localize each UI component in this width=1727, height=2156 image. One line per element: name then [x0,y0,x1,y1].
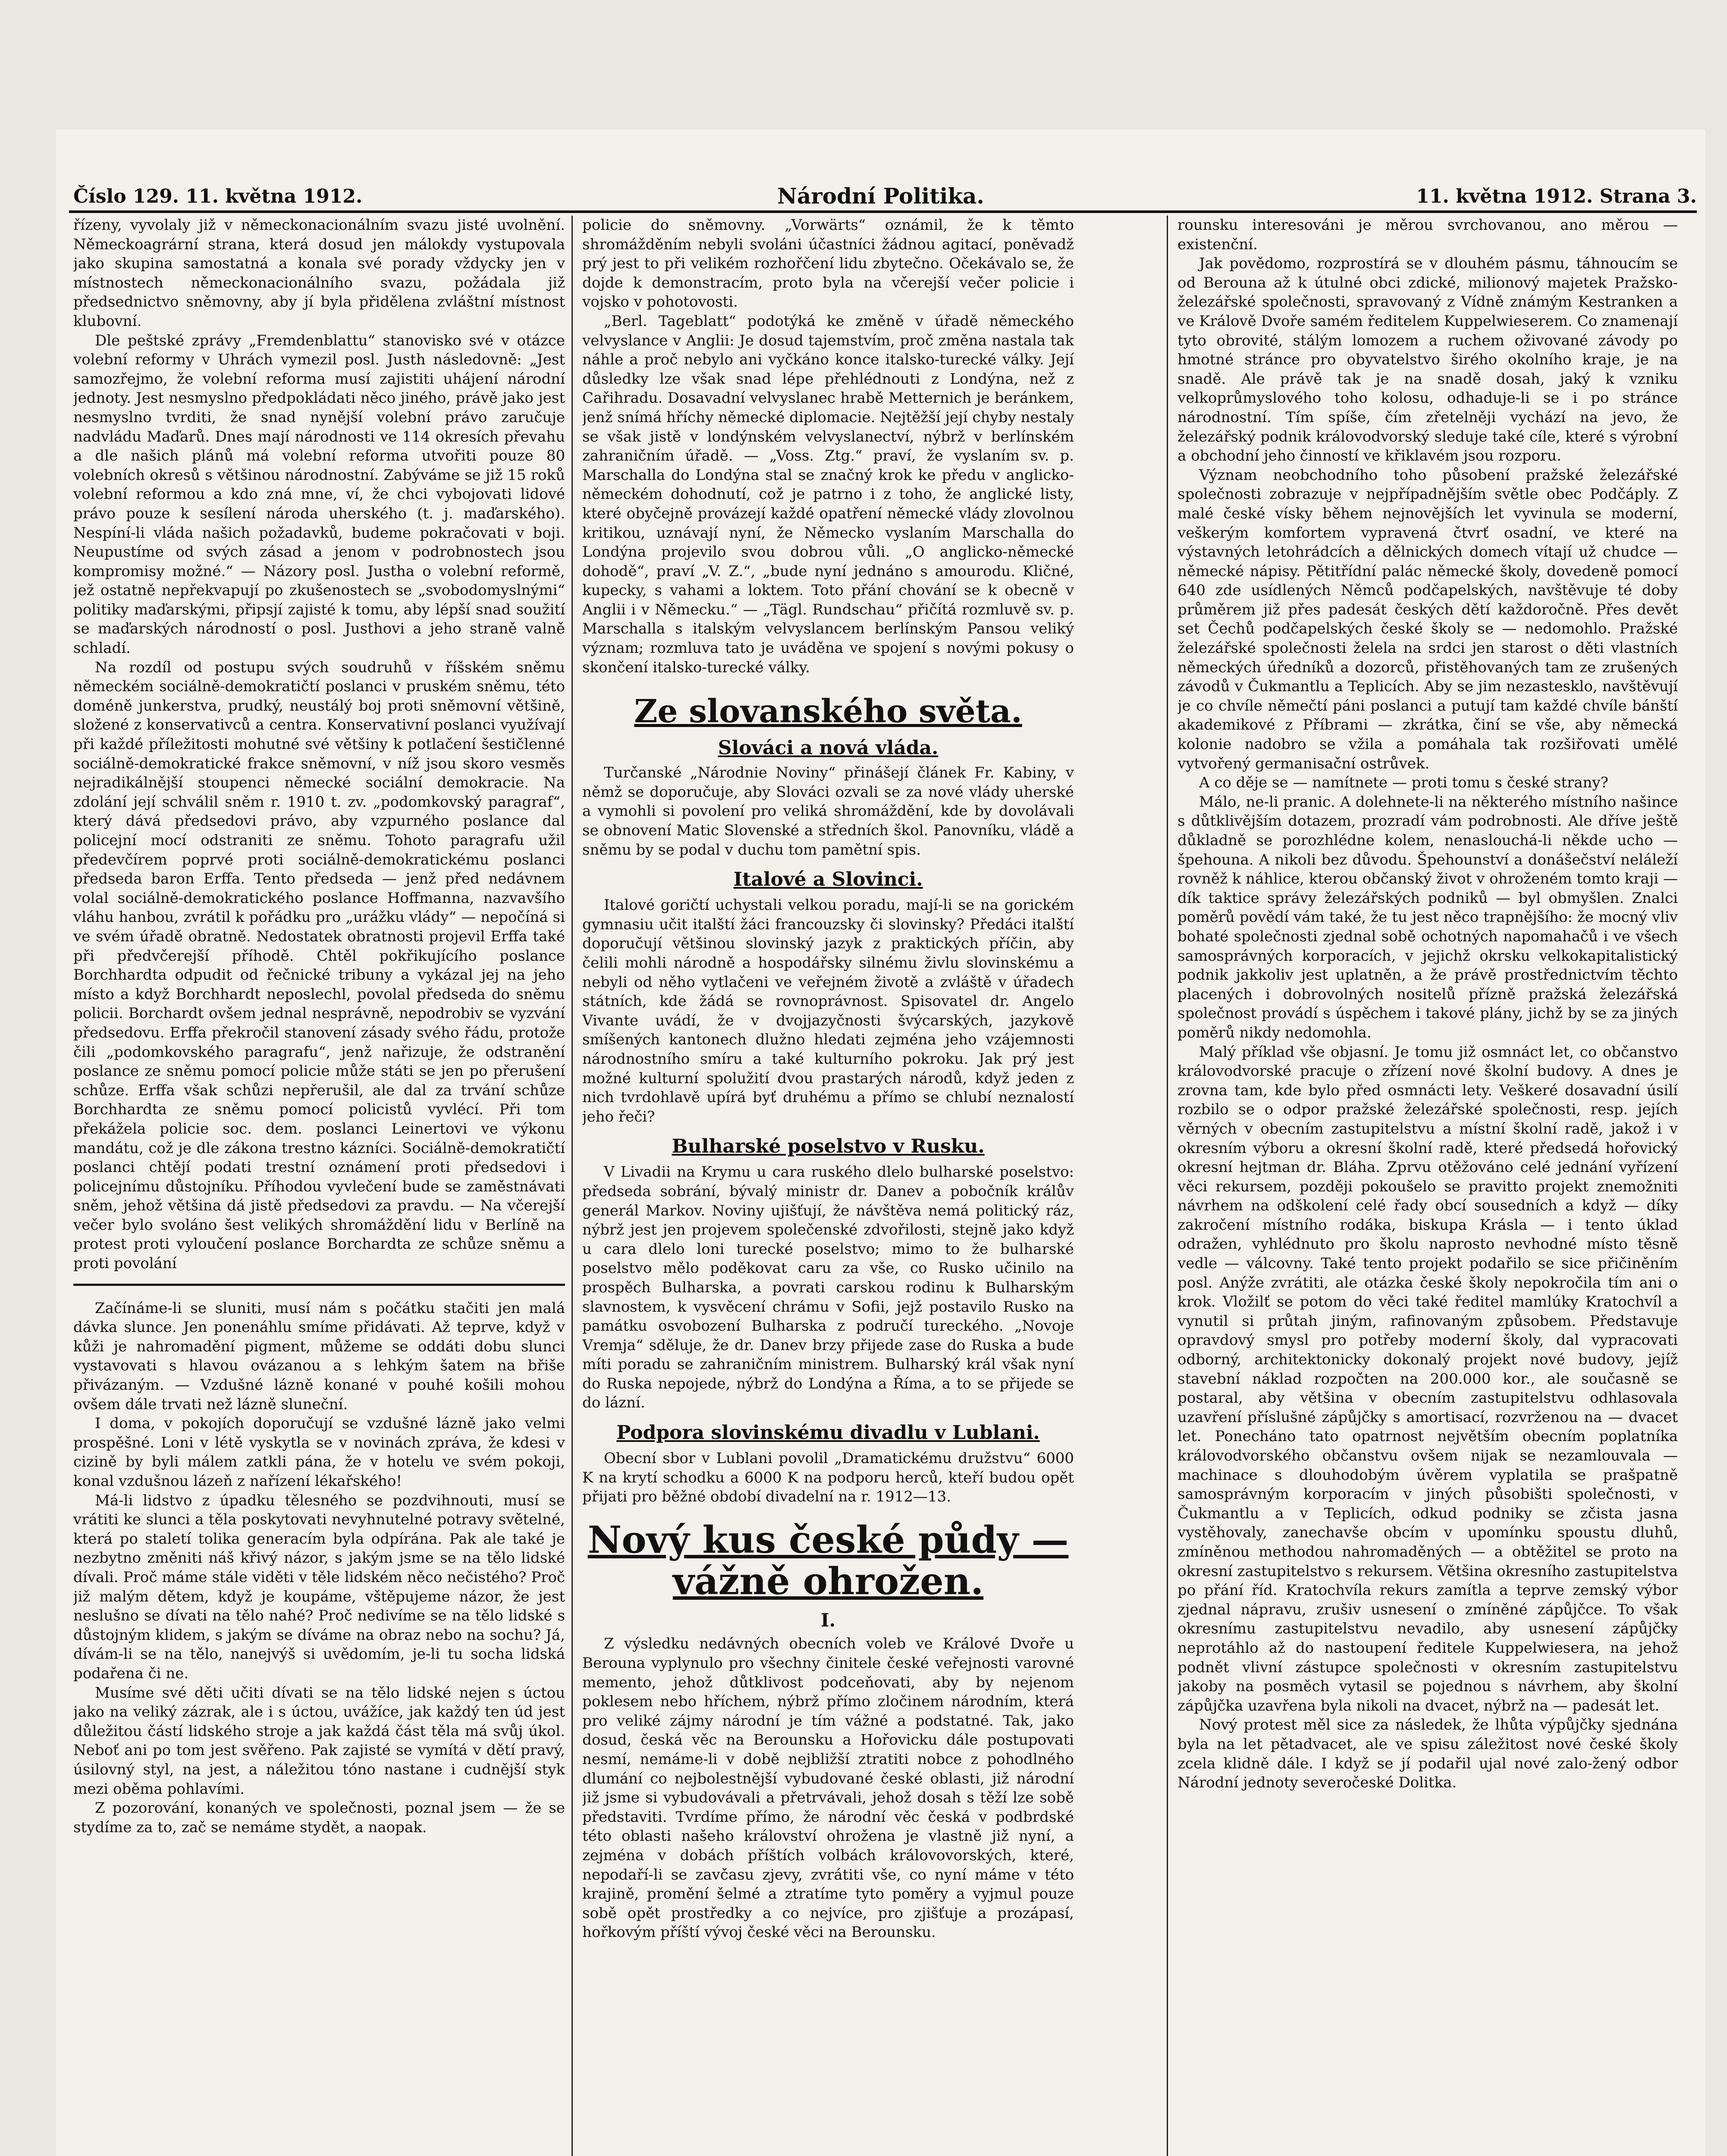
article-paragraph: policie do sněmovny. „Vorwärts“ oznámil, že k těmto shromážděním nebyli svoláni účastníci žádnou agitací, poněvadž prý jest to při velikém rozhořčení lidu zbytečno. Očekávalo se, že dojde k demonstracím, proto byla na včerejší večer policie i vojsko v pohotovosti. [582,216,1074,311]
column-divider [1167,216,1168,2156]
header-rule [69,210,1697,213]
article-heading: Podpora slovinskému divadlu v Lublani. [616,1422,1040,1444]
article-paragraph: řízeny, vyvolaly již v německonacionálním svazu jisté uvolnění. Německoagrární strana, která dosud jen málokdy vystupovala jako skupina samostatná a konala své porady vždycky jen v místnostech německonacionálního svazu, požádala již předsednictvo sněmovny, aby jí byla přidělena zvláštní místnost klubovní. [73,216,565,330]
article-paragraph: V Livadii na Krymu u cara ruského dlelo bulharské poselstvo: předseda sobrání, bývalý ministr dr. Danev a pobočník králův generál Markov. Noviny ujišťují, že návštěva nemá politický ráz, nýbrž jest jen projevem společenské zdvořilosti, stejně jako když u cara dlelo loni turecké poselstvo; mimo to že bulharské poselstvo mělo poděkovat caru za vše, co Rusko učinilo na prospěch Bulharska, a povrati carskou rodinu k Bulharským slavnostem, k vysvěcení chrámu v Sofii, jejž postavilo Rusko na památku osvobození Bulharska z područí tureckého. „Novoje Vremja“ sděluje, že dr. Danev brzy přijede zase do Ruska a bude míti poradu se zahraničním ministrem. Bulharský král však nyní do Ruska nepojede, nýbrž do Londýna a Říma, a to se přijede se do lázní. [582,1163,1074,1412]
column-divider [571,216,573,2156]
article-heading: Italové a Slovinci. [733,868,923,891]
article-paragraph: Význam neobchodního toho působení pražské železářské společnosti zobrazuje v nejpřípadnějším světle obec Podčáply. Z malé české vísky během nejnovějších let vyvinula se moderní, veškerým komfortem vypravená čtvrť osadní, ve které na výstavných letohrádcích a dělnických domech vítají už chudce — německé nápisy. Pětitřídní palác německé školy, dovedeně pomocí 640 zde usídlených Němců podčapelských, navštěvuje té doby průměrem již přes padesát českých dětí každoročně. Přes devět set Čechů podčapelských české školy se — nedomohlo. Pražské železářské společnosti želela na srdci jen starost o děti vlastních německých úředníků a dozorců, přistěhovaných tam ze zrušených závodů v Čukmantlu a Teplicích. Aby se jim nezastesklo, navštěvují je co chvíle němečtí páni poslanci a putují tam každé chvíle bánští akademikové z Příbrami — zkrátka, činí se vše, aby německá kolonie nadobro se vžila a pomáhala tak rozšiřovati umělé vytvořený germanisační ostrůvek. [1178,466,1678,772]
column-1 [73,216,565,2156]
page-number: 11. května 1912. Strana 3. [1416,185,1697,207]
article-paragraph: Z pozorování, konaných ve společnosti, poznal jsem — že se stydíme za to, zač se nemáme stydět, a naopak. [73,1799,565,1836]
article-paragraph: rounsku interesováni je měrou svrchovanou, ano měrou — existenční. [1178,216,1678,253]
article-paragraph: Nový protest měl sice za následek, že lhůta výpůjčky sjednána byla na let pětadvacet, ale ve spisu záležitost nové české školy zcela klidně dále. I když se jí podařil ujal nové zalo-žený odbor Národní jednoty severočeské Dolitka. [1178,1716,1678,1792]
article-paragraph: Dle peštské zprávy „Fremdenblattu“ stanovisko své v otázce volební reformy v Uhrách vymezil posl. Justh následovně: „Jest samozřejmo, že volební reforma musí zajistiti uhájení národní jednoty. Jest nesmyslno předpokládati něco jiného, právě jako jest nesmyslno tvrditi, že snad nynější volební právo zaručuje nadvládu Maďarů. Dnes mají národnosti ve 114 okresích převahu a dle našich plánů má volební reforma utvořiti pouze 80 volebních okresů s většinou národnostní. Zabýváme se již 15 roků volební reformou a kdo zná mne, ví, že chci vybojovati lidové právo pouze k sesílení národa uherského (t. j. maďarského). Nespíní-li vláda našich požadavků, budeme pokračovati v boji. Neupustíme od svých zásad a jenom v podrobnostech jsou kompromisy možné.“ — Názory posl. Justha o volební reformě, jež ostatně nepřekvapují po zkušenostech se „svobodomyslnými“ politiky maďarskými, připsjí zajisté k tomu, aby lépší snad soužití se maďarských národností o posl. Justhovi a jeho straně valně schladí. [73,332,565,657]
issue-number: Číslo 129. 11. května 1912. [73,185,363,207]
article-paragraph: Obecní sbor v Lublani povolil „Dramatickému družstvu“ 6000 K na krytí schodku a 6000 K na podporu herců, kteří budou opět přijati pro běžné období divadelní na r. 1912—13. [582,1450,1074,1506]
article-paragraph: I doma, v pokojích doporučují se vzdušné lázně jako velmi prospěšné. Loni v létě vyskytla se v novinách zpráva, že kdesi v cizině by byli málem zatkli pána, že v hotelu ve svém pokoji, konal vzdušnou lázeň z nařízení lékařského! [73,1415,565,1490]
article-heading: Bulharské poselstvo v Rusku. [672,1135,985,1158]
article-paragraph: A co děje se — namítnete — proti tomu s české strany? [1199,774,1608,792]
part-number: I. [820,1609,836,1631]
column-2 [582,216,1074,2156]
article-paragraph: Málo, ne-li pranic. A dolehnete-li na některého místního našince s důtklivějším dotazem, prozradí vám podrobnosti. Ale dříve ještě důkladně se porozhlédne kolem, nenaslouchá-li někde ucho — špehouna. A nikoli bez důvodu. Špehounství a donášečství neláleží rovněž k náhlice, kterou občanský život v ohroženém tomto kraji — dík taktice správy železářských podniků — byl obmyšlen. Znalci poměrů povědí vám také, že tu jest něco trapnějšího: že mocný vliv bohaté společnosti zjednal sobě ochotných napomahačů i ve všech samosprávných korporacích, v jejichž okrsku velkokapitalistický podnik jakkoliv jest uplatněn, a že právě prostřednictvím těchto placených i dobrovolných nositelů přízně pražská železářská společnost provádí s úspěchem i takové plány, jichž by se za jiných poměrů nikdy nedomohla. [1178,793,1678,1041]
article-paragraph: Musíme své děti učiti dívati se na tělo lidské nejen s úctou jako na veliký zázrak, ale i s úctou, uvážíce, jak každý ten úd jest důležitou částí lidského stroje a jak každá část těla má svůj úkol. Neboť ani po tom jest svěřeno. Pak zajisté se vymítá v dětí pravý, úsilovný styl, na jest, a náležitou tóno nastane i cudnější styk mezi oběma pohlavími. [73,1684,565,1798]
article-paragraph: Začínáme-li se sluniti, musí nám s počátku stačiti jen malá dávka slunce. Jen ponenáhlu smíme přidávati. Až teprve, když v kůži je nahromadění pigment, můžeme se oddáti dobu slunci vystavovati s hlavou ovázanou a s lehkým šatem na břiše přivázaným. — Vzdušné lázně konané v pouhé košili mohou ovšem dále trvati než lázně sluneční. [73,1299,565,1413]
article-paragraph: Na rozdíl od postupu svých soudruhů v říšském sněmu německém sociálně-demokratičtí poslanci v pruském sněmu, této doméně junkerstva, prudký, neustálý boj proti sněmovní většině, složené z konservativců a centra. Konservativní poslanci využívají při každé příležitosti mohutné své většiny k potlačení šestičlenné sociálně-demokratické frakce sněmovní, v níž jsou skoro vesměs nejradikálnější stoupenci německé sociální demokracie. Na zdolání její schválil sněm r. 1910 t. zv. „podomkovský paragraf“, který dává předsedovi právo, aby vzpurného poslance dal policejní mocí odstraniti ze sněmu. Tohoto paragrafu užil předevčírem poprvé proti sociálně-demokratickému poslanci předseda baron Erffa. Tento předseda — jenž před nedávnem volal sociálně-demokratického poslance Hoffmanna, nazvavšího vláhu hanbou, zvrátil k pořádku pro „urážku vlády“ — nepočíná si ve svém úřadě obratně. Nedostatek obratnosti projevil Erffa také při předvčerejší příhodě. Chtěl pokřikujícího poslance Borchhardta odpudit od řečnické tribuny a vykázal jej na jeho místo a když Borchhardt neposlechl, povolal předseda do sněmu policii. Borchardt ovšem jednal nesprávně, nepodrobiv se vyzvání předsedovu. Erffa překročil stanovení zásady svého řádu, protože čili „podomkovského paragrafu“, jenž nařizuje, že odstranění poslance ze sněmu pomocí policie může státi se jen po přerušení schůze. Erffa však schůzi nepřerušil, ale dal za trvání schůze Borchhardta ze sněmu pomocí policistů vyvlécí. Při tom překážela policie soc. dem. poslanci Leinertovi ve výkonu mandátu, což je dle zákona trestno kázníci. Sociálně-demokratičtí poslanci chtějí podati trestní oznámení proti předsedovi i policejnímu důstojníku. Příhodou vyvlečení bude se zaměstnávati sněm, jehož většina dá jistě předsedovi za pravdu. — Na včerejší večer bylo svoláno šest velikých shromáždění lidu v Berlíně na protest proti vyloučení poslance Borchardta ze schůze sněmu a proti povolání [73,658,565,1272]
main-headline: Nový kus české půdy — vážně ohrožen. [587,1518,1069,1603]
article-paragraph: Italové goričtí uchystali velkou poradu, mají-li se na gorickém gymnasiu učit italští žáci francouzsky či slovinsky? Předáci italští doporučují většinou slovinský jazyk z praktických příčin, aby čelili mohli národně a hospodářsky silnému živlu slovinskému a nebyli od něho vytlačeni ve veřejném životě a zvláště v úřadech státních, kde žádá se rovnoprávnost. Spisovatel dr. Angelo Vivante uvádí, že v dvojjazyčnosti švýcarských, jazykově smíšených kantonech dlužno hledati zejména jeho vzájemnosti národnostního smíru a také kulturního pokroku. Jak prý jest možné kulturní spolužití dvou prastarých národů, když jeden z nich tvrdohlavě upírá byť druhému a přímo se chlubí neznalostí jeho řeči? [582,896,1074,1125]
article-paragraph: „Berl. Tageblatt“ podotýká ke změně v úřadě německého velvyslance v Anglii: Je dosud tajemstvím, proč změna nastala tak náhle a proč nebylo ani vyčkáno konce italsko-turecké války. Její důsledky lze však snad lépe přehlédnouti z Londýna, než z Cařihradu. Dosavadní velvyslanec hrabě Metternich je beránkem, jenž snímá hříchy německé diplomacie. Nejtěžší její chyby nestaly se však jistě v londýnském velvyslanectví, nýbrž v berlínském zahraničním úřadě. — „Voss. Ztg.“ praví, že vyslaním sv. p. Marschalla do Londýna stal se značný krok ke předu v anglicko-německém dohodnutí, což je patrno i z toho, že anglické listy, které obyčejně provázejí každé opatření německé vlády zlovolnou kritikou, uznávají nyní, že Německo vyslaním Marschalla do Londýna projevilo svou dobrou vůli. „O anglicko-německé dohodě“, praví „V. Z.“, „bude nyní jednáno s amourodu. Kličné, kupecky, s vahami a loktem. Toto přání chování se k obecně v Anglii i v Německu.“ — „Tägl. Rundschau“ přičítá rozmluvě sv. p. Marschalla s italským velvyslancem berlínským Pansou veliký význam; rozmluva tato je uváděna ve spojení s novými pokusy o skončení italsko-turecké války. [582,312,1074,676]
article-paragraph: Má-li lidstvo z úpadku tělesného se pozdvihnouti, musí se vrátiti ke slunci a těla poskytovati nevyhnutelné potravy světelné, která po staletí tolika generacím byla odpírána. Pak ale také je nezbytno změniti náš křivý názor, s jakým jsme se na tělo lidské dívali. Proč máme stále viděti v těle lidském něco nečistého? Proč již malým dětem, když je koupáme, vštěpujeme názor, že jest neslušno se dívati na tělo nahé? Proč nedivíme se na tělo lidské s důstojným klidem, s jakým se díváme na obraz nebo na sochu? Já, dívám-li se na tělo, nanejvýš si uvědomím, je-li tu socha lidská podařena či ne. [73,1492,565,1682]
article-paragraph: Malý příklad vše objasní. Je tomu již osmnáct let, co občanstvo královodvorské pracuje o zřízení nové školní budovy. A dnes je zrovna tam, kde bylo před osmnácti lety. Veškeré dosavadní úsilí rozbilo se o odpor pražské železářské společnosti, resp. jejích věrných v obecním zastupitelstvu a místní školní radě, jakož i v okresním výboru a okresní školní radě, které předsedá hořovický okresní hejtman dr. Bláha. Zprvu otěžováno celé jednání vyřízení věci rekursem, později pokoušelo se pravitto projekt znemožniti návrhem na odškolení celé řady obcí sousedních a když — díky zakročení místního rodáka, biskupa Krásla — i tento úklad odražen, vyhlédnuto pro školu naprosto nevhodné místo těsně vedle — válcovny. Také tento projekt podařilo se sice přičiněním posl. Anýže zvrátiti, ale otázka české školy nepokročila tím ani o krok. Vložilť se potom do věci také ředitel mamlúky Kratochvíl a vynutil si průtah jiným, rafinovaným způsobem. Představuje opravdový smysl pro potřeby moderní školy, dal vypracovati odborný, architektonicky dokonalý projekt nové budovy, jejíž stavební náklad rozpočten na 200.000 kor., ale současně se postaral, aby většina v obecním zastupitelstvu odhlasovala uzavření příslušné zápůjčky s amortisací, rozvrženou na — dvacet let. Ponecháno tato opatrnost největším obecním poplatníka královodvorského občanstvu ovšem nijak se nezamlouvala — machinace s dlouhodobým úvěrem vyplatila se prašpatně samosprávným korporacím v jiných působišti společnosti, v Čukmantlu a v Teplicích, odkud podniky se zčista jasna vystěhovaly, zanechavše obcím v upomínku spoustu dluhů, zmíněnou methodou nahromaděných — a obtěžitel se proto na okresní zastupitelstvo s rekursem. Většina okresního zastupitelstva po přání říd. Kratochvíla rekurs zamítla a teprve zemský výbor zjednal nápravu, zrušiv usnesení o zmíněné zápůjčce. To však okresnímu zastupitelstvu nevadilo, aby usnesení zápůjčky neprotáhlo až do nastoupení ředitele Kuppelwiesera, na jehož podnět vlivní zástupce společnosti v okresním zastupitelstvu jakoby na posměch vytasil se pojednou s návrhem, aby školní zápůjčka uzavřena byla nikoli na dvacet, nýbrž na — padesát let. [1178,1043,1678,1714]
article-heading: Slováci a nová vláda. [718,737,939,759]
section-heading: Ze slovanského světa. [634,693,1022,730]
newspaper-page [56,129,1705,2156]
article-paragraph: Z výsledku nedávných obecních voleb ve Králové Dvoře u Berouna vyplynulo pro všechny činitele české veřejnosti varovné memento, jehož důtklivost podceňovati, aby by nejenom poklesem nebo hříchem, nýbrž přímo zločinem národním, která pro veliké zájmy národní je tím vážné a podstatné. Tak, jako dosud, česká věc na Berounsku a Hořovicku dále postupovati nesmí, nemáme-li v době nejbližší ztratiti nobce z pohodlného dlumání co nejbolestnější vybudované české oblasti, již národní již jsme si vybudovávali a přetrvávali, jehož dosah s těží lze sobě představiti. Tvrdíme přímo, že národní věc česká v podbrdské této oblasti našeho království ohrožena je vlastně již nyní, a zejména v dobách příštích volbách královovorských, které, nepodaří-li se zavčasu zjevy, zvrátiti vše, co nyní máme v této krajině, promění šelmé a ztratíme tyto poměry a vyjmul pouze sobě opět prostředky a co nejvíce, pro zjišťuje a prozápasí, hořkovým příští vývoj české věci na Berounsku. [582,1635,1074,1941]
article-paragraph: Turčanské „Národnie Noviny“ přinášejí článek Fr. Kabiny, v němž se doporučuje, aby Slováci ozvali se za nové vlády uherské a vymohli si povolení pro veliká shromáždění, kde by dovolávali se obnovení Matic Slovenské a středních škol. Panovníku, vládě a sněmu by se podal v duchu tom pamětní spis. [582,764,1074,859]
section-rule [73,1284,565,1286]
article-paragraph: Jak povědomo, rozprostírá se v dlouhém pásmu, táhnoucím se od Berouna až k útulné obci zdické, milionový majetek Pražsko-železářské společnosti, spravovaný z Vídně známým Kestranken a ve Králově Dvoře samém ředitelem Kuppelwieserem. Co znamenají tyto obrovité, stálým lomozem a ruchem oživované závody po hmotné stránce pro obyvatelstvo širého okolního kraje, je na snadě. Ale právě tak je na snadě dosah, jaký k vzniku velkoprůmyslového toho kolosu, odhaduje-li se i po stránce národnostní. Tím spíše, čím zřetelněji vychází na jevo, že železářský podnik královodvorský sleduje také cíle, které s výrobní a obchodní jeho činností ve křiklavém jsou rozporu. [1178,255,1678,465]
newspaper-title: Národní Politika. [777,183,984,209]
column-3 [1178,216,1678,2156]
page-header [56,181,1705,211]
